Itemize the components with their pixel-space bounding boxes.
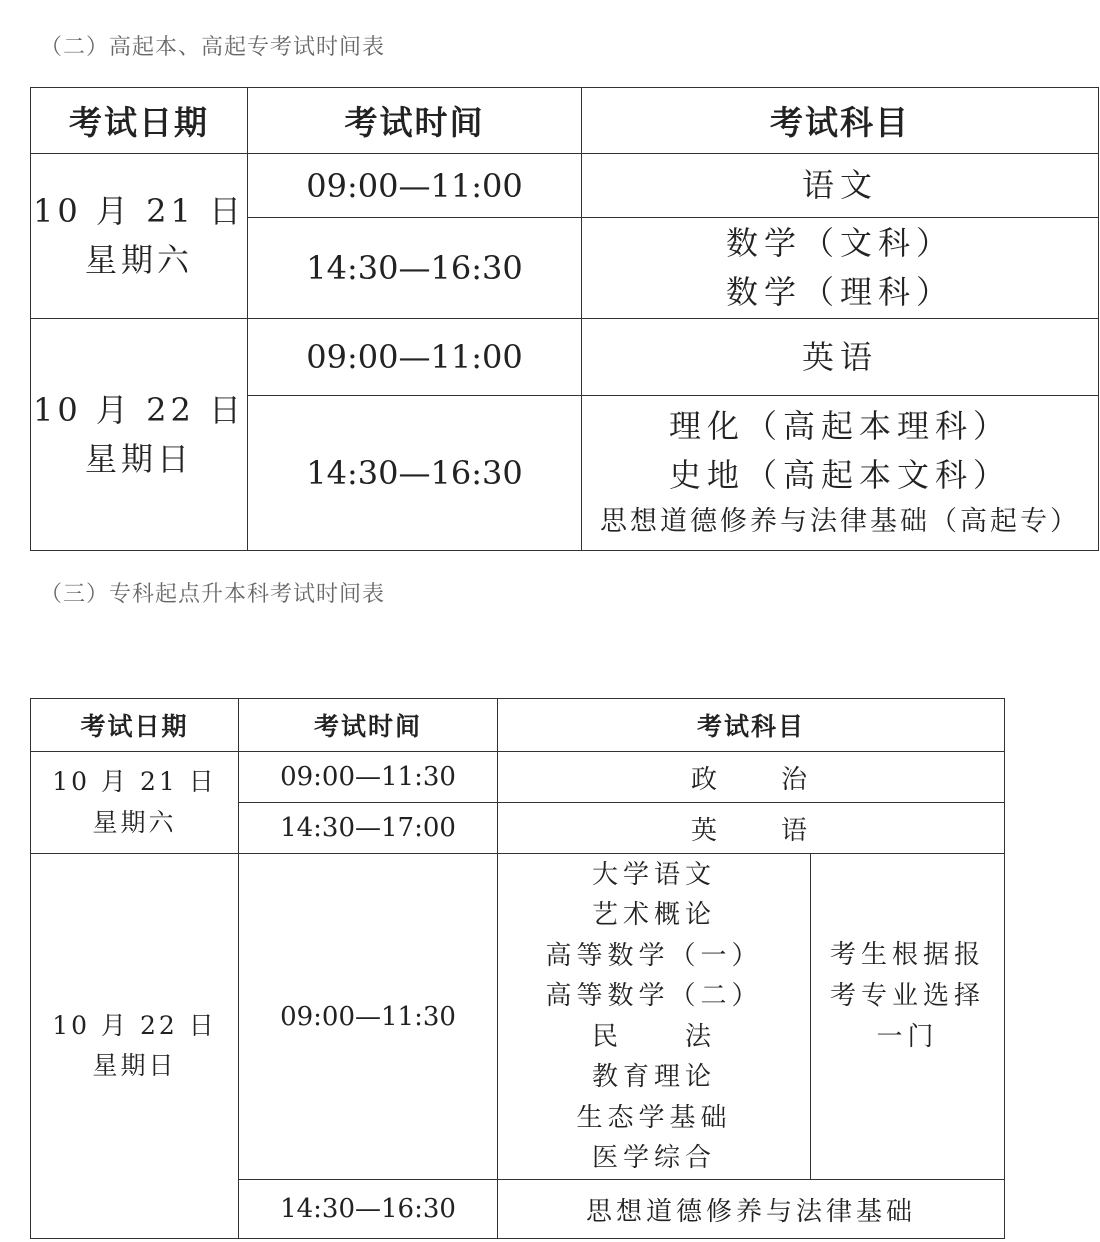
exam-subject-cell [582, 396, 1099, 551]
table-header-row [31, 88, 1099, 154]
exam-subject: 高等数学（二） [545, 981, 763, 1011]
exam-weekday: 星期六 [84, 241, 193, 279]
exam-subject: 大学语文 [591, 859, 716, 890]
header-exam-subject: 考试科目 [582, 88, 1099, 154]
exam-subject: 史地（高起本文科） [668, 456, 1011, 494]
exam-subject: 医学综合 [591, 1143, 716, 1173]
exam-subject: 生态学基础 [576, 1102, 732, 1133]
section-title-zhuanshengben: （三）专科起点升本科考试时间表 [40, 582, 386, 607]
table-row [31, 154, 1099, 218]
exam-subject: 思想道德修养与法律基础（高起专） [600, 506, 1080, 537]
exam-time: 14:30—16:30 [248, 218, 582, 319]
exam-subject: 艺术概论 [591, 900, 716, 930]
header-exam-date: 考试日期 [31, 699, 239, 752]
exam-weekday: 星期日 [92, 1051, 177, 1080]
exam-time: 14:30—16:30 [248, 396, 582, 551]
exam-time: 14:30—17:00 [239, 803, 498, 854]
exam-date-cell [31, 154, 248, 319]
exam-time: 14:30—16:30 [239, 1180, 498, 1239]
exam-time: 09:00—11:30 [239, 752, 498, 803]
note-line: 考生根据报 [830, 940, 986, 970]
note-line: 一门 [876, 1022, 939, 1052]
table-header-row [31, 699, 1005, 752]
exam-subject: 语文 [801, 166, 878, 204]
exam-date-cell [31, 752, 239, 854]
exam-subject: 数学（文科） [725, 224, 954, 262]
section-title-gaoqi: （二）高起本、高起专考试时间表 [40, 35, 386, 60]
exam-weekday: 星期六 [92, 807, 177, 837]
exam-subject-cell [582, 154, 1099, 218]
exam-subject: 英 语 [498, 803, 1005, 854]
header-exam-date: 考试日期 [31, 88, 248, 154]
exam-date-cell [31, 319, 248, 551]
gaoqi-exam-schedule-table [30, 87, 1099, 551]
exam-subject: 思想道德修养与法律基础 [498, 1180, 1005, 1239]
exam-subject-cell [582, 218, 1099, 319]
table-row [31, 319, 1099, 396]
header-exam-time: 考试时间 [239, 699, 498, 752]
exam-time: 09:00—11:00 [248, 319, 582, 396]
exam-subject: 民 法 [591, 1021, 716, 1052]
exam-subject-list [498, 854, 811, 1180]
exam-subject: 政 治 [498, 752, 1005, 803]
exam-subject: 英语 [801, 337, 878, 376]
exam-subject: 数学（理科） [725, 273, 954, 311]
exam-subject: 理化（高起本理科） [668, 407, 1011, 445]
exam-subject: 教育理论 [591, 1062, 716, 1092]
note-line: 考专业选择 [830, 981, 986, 1011]
table-row [31, 752, 1005, 803]
header-exam-time: 考试时间 [248, 88, 582, 154]
exam-time: 09:00—11:30 [239, 854, 498, 1180]
exam-date: 10 月 22 日 [52, 1010, 217, 1040]
exam-subject-note [811, 854, 1005, 1180]
zhuanshengben-exam-schedule-table [30, 698, 1005, 1239]
exam-subject-cell [582, 319, 1099, 396]
exam-date: 10 月 21 日 [52, 767, 217, 796]
header-exam-subject: 考试科目 [498, 699, 1005, 752]
table-row [31, 854, 1005, 1180]
exam-date: 10 月 21 日 [33, 192, 245, 230]
exam-date-cell [31, 854, 239, 1239]
exam-time: 09:00—11:00 [248, 154, 582, 218]
exam-weekday: 星期日 [84, 439, 193, 478]
exam-date: 10 月 22 日 [33, 390, 245, 429]
exam-subject: 高等数学（一） [545, 940, 763, 971]
